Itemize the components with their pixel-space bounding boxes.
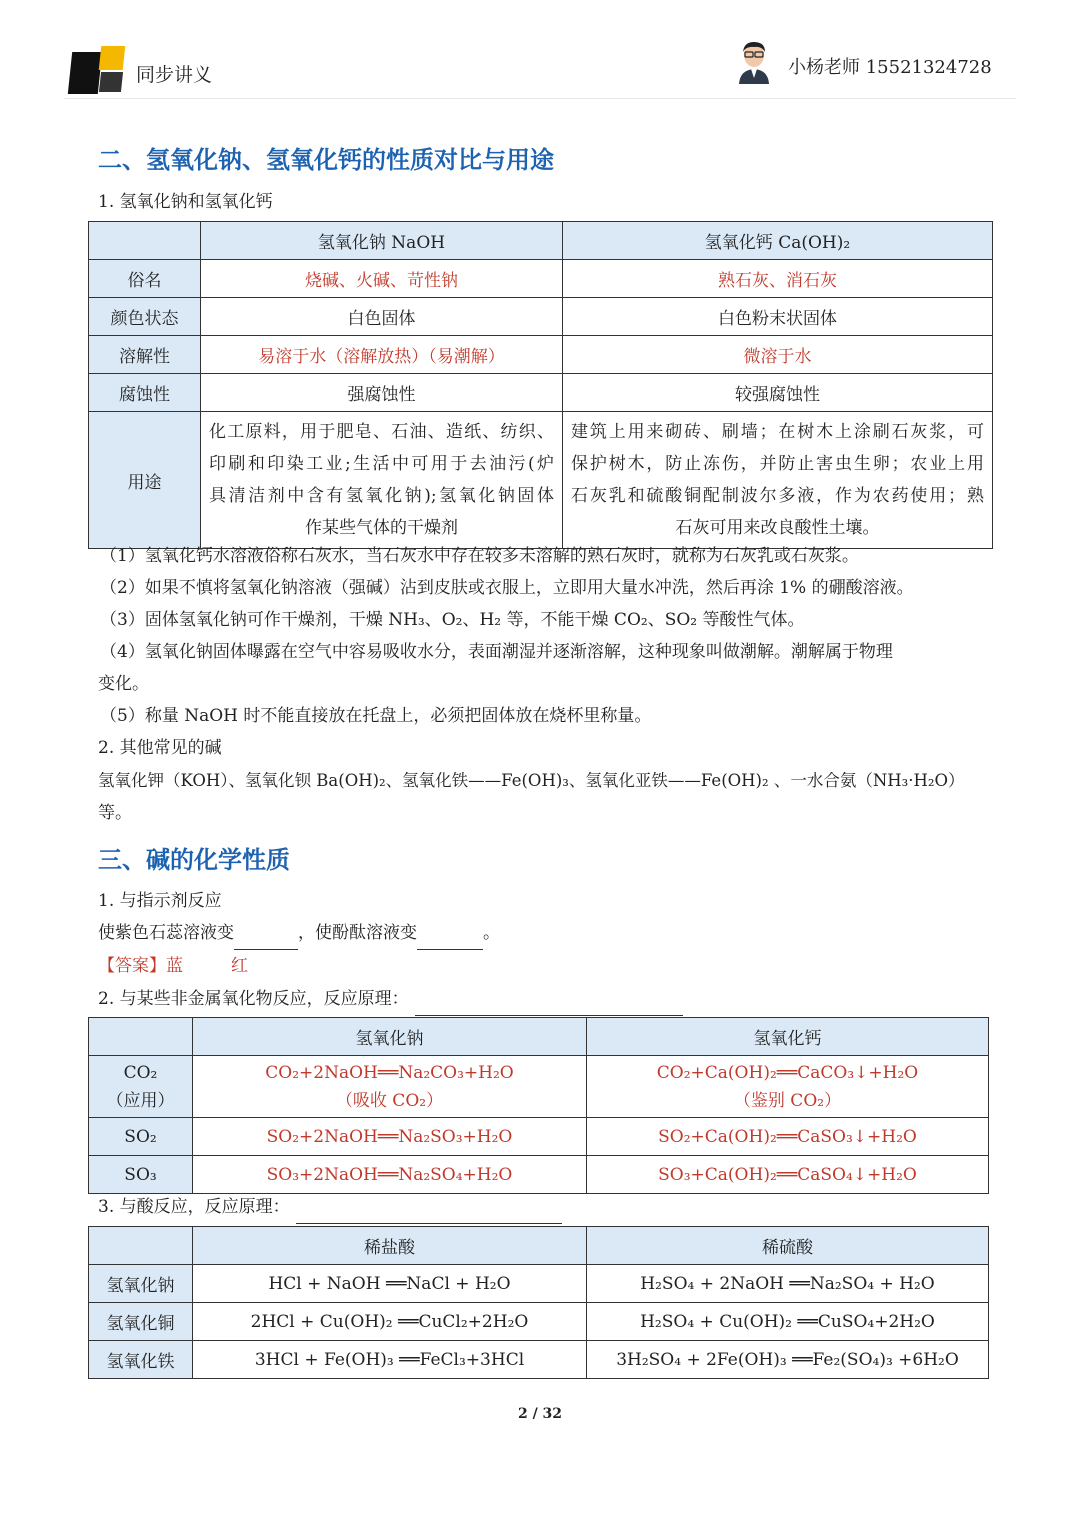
row-label: 俗名 [89,260,201,298]
cell-co2-caoh [587,1056,989,1118]
cell-naoh-appearance: 白色固体 [201,298,563,336]
use-line: 化工原料，用于肥皂、石油、造纸、纺织、 [209,422,554,442]
corner-cell [89,1018,193,1056]
equation-note: （吸收 CO₂） [335,1090,444,1111]
cell-so3-naoh: SO₃+2NaOH══Na₂SO₄+H₂O [193,1156,587,1194]
equation: CO₂+Ca(OH)₂══CaCO₃↓+H₂O [656,1062,919,1083]
blank-litmus[interactable] [234,917,298,950]
note-4: （4）氢氧化钠固体曝露在空气中容易吸收水分，表面潮湿并逐渐溶解，这种现象叫做潮解。潮解属于物理 [100,642,893,662]
teacher-contact: 小杨老师 15521324728 [788,57,992,78]
teacher-avatar [736,40,772,84]
cell-naoh-uses [201,412,563,549]
naoh-caoh-table [88,221,993,549]
header-divider [64,98,1016,99]
cell-caoh-appearance: 白色粉末状固体 [563,298,993,336]
row-label: 用途 [89,412,201,549]
answer-blue: 蓝 [166,956,183,976]
indicator-text-a: 使紫色石蕊溶液变 [98,923,234,943]
row-label: 腐蚀性 [89,374,201,412]
row-label: 颜色状态 [89,298,201,336]
section-heading-2: 二、氢氧化钠、氢氧化钙的性质对比与用途 [98,146,554,174]
cell-so2-caoh: SO₂+Ca(OH)₂══CaSO₃↓+H₂O [587,1118,989,1156]
note-3: （3）固体氢氧化钠可作干燥剂，干燥 NH₃、O₂、H₂ 等，不能干燥 CO₂、SO₂ 等酸性气体。 [100,610,805,630]
row-label: 氢氧化铜 [89,1303,193,1341]
other-bases-end: 等。 [98,803,132,823]
co2-sublabel: （应用） [106,1090,175,1111]
blank-phenolphthalein[interactable] [417,917,483,950]
nonmetal-oxide-table [88,1017,989,1194]
note-1: （1）氢氧化钙水溶液俗称石灰水，当石灰水中存在较多未溶解的熟石灰时，就称为石灰乳或石灰浆。 [100,546,859,566]
cell-naoh-solubility: 易溶于水（溶解放热）（易潮解） [201,336,563,374]
answer-label: 【答案】 [98,956,166,976]
indicator-text-b: ，使酚酞溶液变 [298,923,417,943]
co2-label: CO₂ [123,1062,158,1083]
corner-cell [89,222,201,260]
cell-caoh-solubility: 微溶于水 [563,336,993,374]
brand-logo [70,46,126,94]
cell-so2-naoh: SO₂+2NaOH══Na₂SO₃+H₂O [193,1118,587,1156]
cell-hcl-feoh3: 3HCl + Fe(OH)₃ ══FeCl₃+3HCl [193,1341,587,1379]
cell-h2so4-cuoh2: H₂SO₄ + Cu(OH)₂ ══CuSO₄+2H₂O [587,1303,989,1341]
page-number: 2 / 32 [517,1406,563,1422]
row-label: 氢氧化钠 [89,1265,193,1303]
equation-note: （鉴别 CO₂） [733,1090,842,1111]
acid-reaction-title: 3. 与酸反应，反应原理： [98,1197,290,1217]
col-header-hcl: 稀盐酸 [193,1227,587,1265]
use-line: 印刷和印染工业;生活中可用于去油污(炉 [209,454,554,474]
row-label: 溶解性 [89,336,201,374]
other-bases: 氢氧化钾（KOH）、氢氧化钡 Ba(OH)₂、氢氧化铁——Fe(OH)₃、氢氧化亚铁——Fe(OH)₂ 、一水合氨（NH₃·H₂O） [98,771,965,790]
use-line: 作某些气体的干燥剂 [305,518,458,538]
cell-naoh-common-name: 烧碱、火碱、苛性钠 [201,260,563,298]
note-4-cont: 变化。 [98,674,149,694]
col-header-naoh: 氢氧化钠 NaOH [201,222,563,260]
cell-caoh-uses [563,412,993,549]
note-2: （2）如果不慎将氢氧化钠溶液（强碱）沾到皮肤或衣服上，立即用大量水冲洗，然后再涂 1% 的硼酸溶液。 [100,578,914,598]
oxide-reaction-title: 2. 与某些非金属氧化物反应，反应原理： [98,989,409,1009]
cell-caoh-corrosive: 较强腐蚀性 [563,374,993,412]
row-label-so3: SO₃ [89,1156,193,1194]
indicator-question [98,917,500,950]
col-header-caoh: 氢氧化钙 [587,1018,989,1056]
subheading-3-3 [98,1191,562,1224]
answer-red: 红 [231,956,248,976]
indicator-text-end: 。 [483,923,500,943]
note-5: （5）称量 NaOH 时不能直接放在托盘上，必须把固体放在烧杯里称量。 [100,706,652,726]
cell-hcl-naoh: HCl + NaOH ══NaCl + H₂O [193,1265,587,1303]
acid-reaction-table [88,1226,989,1379]
cell-caoh-common-name: 熟石灰、消石灰 [563,260,993,298]
section-heading-3: 三、碱的化学性质 [98,846,290,874]
use-line: 具清洁剂中含有氢氧化钠);氢氧化钠固体 [209,486,554,506]
cell-naoh-corrosive: 强腐蚀性 [201,374,563,412]
corner-cell [89,1227,193,1265]
blank-acid-principle[interactable] [296,1191,562,1224]
subheading-1: 1. 氢氧化钠和氢氧化钙 [98,192,273,212]
use-line: 石灰可用来改良酸性土壤。 [675,518,880,538]
use-line: 保护树木，防止冻伤，并防止害虫生卵；农业上用 [571,454,984,474]
header-title: 同步讲义 [136,64,213,86]
cell-so3-caoh: SO₃+Ca(OH)₂══CaSO₄↓+H₂O [587,1156,989,1194]
cell-co2-naoh [193,1056,587,1118]
row-label: 氢氧化铁 [89,1341,193,1379]
col-header-naoh: 氢氧化钠 [193,1018,587,1056]
use-line: 石灰乳和硫酸铜配制波尔多液，作为农药使用；熟 [571,486,984,506]
equation: CO₂+2NaOH══Na₂CO₃+H₂O [265,1062,514,1083]
subheading-2: 2. 其他常见的碱 [98,738,222,758]
cell-h2so4-naoh: H₂SO₄ + 2NaOH ══Na₂SO₄ + H₂O [587,1265,989,1303]
row-label-co2 [89,1056,193,1118]
row-label-so2: SO₂ [89,1118,193,1156]
use-line: 建筑上用来砌砖、刷墙；在树木上涂刷石灰浆，可 [571,422,984,442]
col-header-caoh: 氢氧化钙 Ca(OH)₂ [563,222,993,260]
cell-hcl-cuoh2: 2HCl + Cu(OH)₂ ══CuCl₂+2H₂O [193,1303,587,1341]
subheading-3-2 [98,983,683,1016]
subheading-3-1: 1. 与指示剂反应 [98,891,222,911]
col-header-h2so4: 稀硫酸 [587,1227,989,1265]
blank-oxide-principle[interactable] [415,983,683,1016]
answer-line [98,950,248,982]
cell-h2so4-feoh3: 3H₂SO₄ + 2Fe(OH)₃ ══Fe₂(SO₄)₃ +6H₂O [587,1341,989,1379]
